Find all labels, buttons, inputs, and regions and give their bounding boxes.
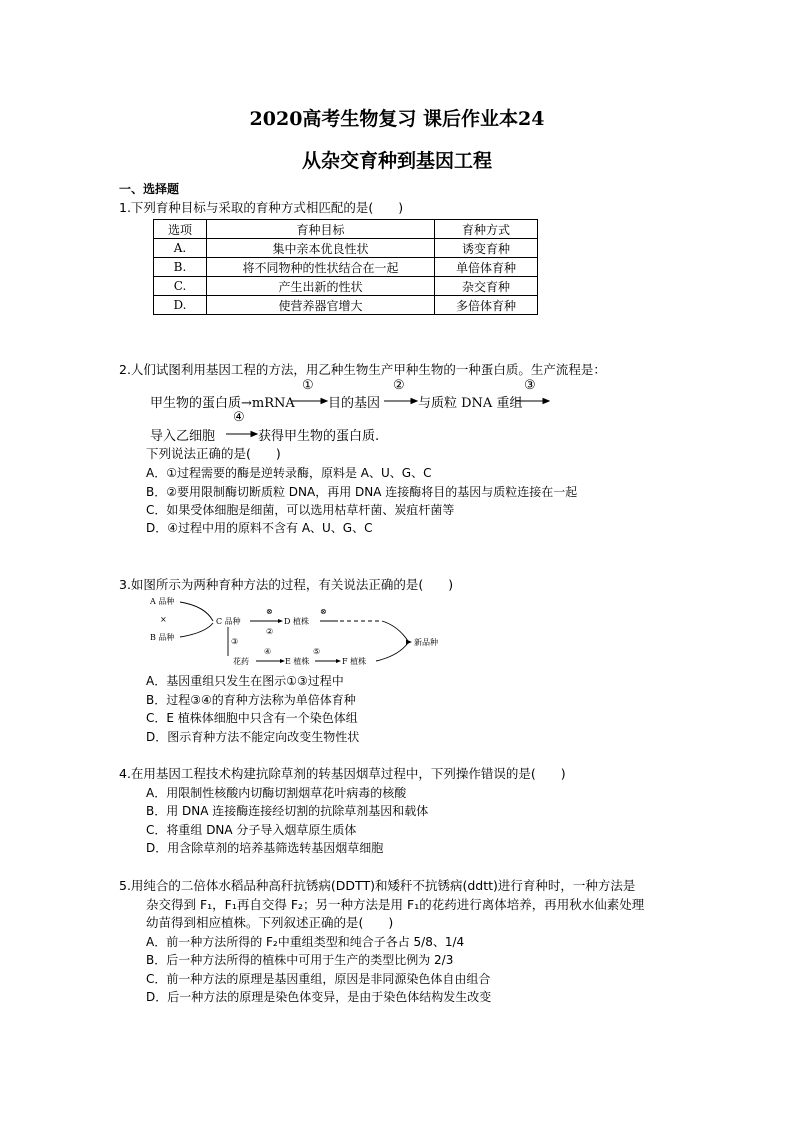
flow-step-label: ③ [524,378,536,393]
table-row [154,258,538,277]
question-3-option-a: A．基因重组只发生在图示①③过程中 [146,674,344,688]
question-1-table [153,219,538,315]
diagram-label-b: B 品种 [150,633,175,642]
table-cell: 使营养器官增大 [207,296,435,315]
diagram-step-5: ⑤ [313,647,321,656]
table-cell: 产生出新的性状 [207,277,435,296]
diagram-label-new-variety: 新品种 [414,638,438,647]
table-cell: 单倍体育种 [435,258,538,277]
question-5-stem-line2: 杂交得到 F₁，F₁再自交得 F₂；另一种方法是用 F₁的花药进行离体培养，再用秋水仙素处理 [146,897,645,912]
question-4-option-a: A．用限制性核酸内切酶切割烟草花叶病毒的核酸 [146,786,407,800]
question-4-option-c: C．将重组 DNA 分子导入烟草原生质体 [146,823,357,837]
diagram-label-pollen: 花药 [233,657,249,666]
table-cell: 集中亲本优良性状 [207,239,435,258]
flow-step-label: ④ [233,410,245,425]
question-3-option-d: D．图示育种方法不能定向改变生物性状 [146,730,360,744]
table-cell: 杂交育种 [435,277,538,296]
question-2-lead: 下列说法正确的是( ) [146,446,281,461]
diagram-label-d: D 植株 [284,617,309,626]
question-2-option-b: B．②要用限制酶切断质粒 DNA，再用 DNA 连接酶将目的基因与质粒连接在一起 [146,485,578,499]
table-cell: D. [154,296,207,315]
diagram-step-3: ③ [231,637,239,646]
table-header-cell: 育种目标 [207,220,435,239]
table-cell: C. [154,277,207,296]
diagram-line [376,643,408,661]
question-5-option-a: A．前一种方法所得的 F₂中重组类型和纯合子各占 5/8、1/4 [146,935,465,949]
diagram-line [180,602,213,621]
table-cell: A. [154,239,207,258]
question-5-option-c: C．前一种方法的原理是基因重组，原因是非同源染色体自由组合 [146,972,491,986]
flow-text: 目的基因 [328,396,381,411]
question-2-option-a: A．①过程需要的酶是逆转录酶，原料是 A、U、G、C [146,466,432,480]
flow-arrowhead [251,432,257,437]
diagram-cross: × [160,615,167,624]
diagram-self-symbol: ⊗ [266,607,273,616]
question-2-option-c: C．如果受体细胞是细菌，可以选用枯草杆菌、炭疽杆菌等 [146,503,455,517]
question-5-option-b: B．后一种方法所得的植株中可用于生产的类型比例为 2/3 [146,953,454,967]
table-header-cell: 育种方式 [435,220,538,239]
flow-arrowhead [321,399,327,404]
diagram-label-c: C 品种 [216,617,241,626]
flow-step-label: ① [302,378,314,393]
table-row [154,277,538,296]
flow-arrowhead [543,399,549,404]
table-cell: 多倍体育种 [435,296,538,315]
flow-text: 获得甲生物的蛋白质. [258,429,380,444]
document-subtitle: 从杂交育种到基因工程 [301,150,492,172]
table-header-row [154,220,538,239]
document-title: 2020高考生物复习 课后作业本24 [249,108,545,130]
diagram-step-4: ④ [264,647,272,656]
question-2-option-d: D．④过程中用的原料不含有 A、U、G、C [146,521,373,535]
table-cell: 将不同物种的性状结合在一起 [207,258,435,277]
table-row [154,239,538,258]
diagram-line [180,623,213,637]
flow-arrowhead [411,399,417,404]
question-5-stem-line3: 幼苗得到相应植株。下列叙述正确的是( ) [146,915,394,930]
question-5-option-d: D．后一种方法的原理是染色体变异，是由于染色体结构发生改变 [146,990,492,1004]
diagram-arrowhead [406,640,412,645]
flow-text: 导入乙细胞 [150,429,216,444]
diagram-arrowhead [278,619,283,623]
table-cell: B. [154,258,207,277]
diagram-label-e: E 植株 [285,657,310,666]
question-4-option-d: D．用含除草剂的培养基筛选转基因烟草细胞 [146,841,384,855]
flow-text: 与质粒 DNA 重组 [418,396,523,411]
table-header-cell: 选项 [154,220,207,239]
diagram-step-2: ② [266,627,274,636]
flow-step-label: ② [393,378,405,393]
section-heading: 一、选择题 [119,182,180,196]
table-row [154,296,538,315]
question-3-option-c: C．E 植株体细胞中只含有一个染色体组 [146,711,358,725]
question-4-stem: 4.在用基因工程技术构建抗除草剂的转基因烟草过程中，下列操作错误的是( ) [119,766,566,781]
diagram-label-a: A 品种 [150,597,175,606]
flow-text: 甲生物的蛋白质→mRNA [150,396,295,411]
diagram-arrowhead [280,659,285,663]
diagram-self-symbol: ⊗ [320,607,327,616]
diagram-label-f: F 植株 [342,657,367,666]
diagram-line [382,621,408,641]
question-1-stem: 1.下列育种目标与采取的育种方式相匹配的是( ) [119,200,404,215]
diagram-arrowhead [336,659,341,663]
question-3-stem: 3.如图所示为两种育种方法的过程，有关说法正确的是( ) [119,577,454,592]
question-5-stem: 5.用纯合的二倍体水稻品种高秆抗锈病(DDTT)和矮秆不抗锈病(ddtt)进行育种时，一种方法是 [119,878,636,893]
question-3-option-b: B．过程③④的育种方法称为单倍体育种 [146,693,356,707]
question-4-option-b: B．用 DNA 连接酶连接经切割的抗除草剂基因和载体 [146,804,429,818]
question-2-stem: 2.人们试图利用基因工程的方法，用乙种生物生产甲种生物的一种蛋白质。生产流程是： [119,362,606,377]
table-cell: 诱变育种 [435,239,538,258]
